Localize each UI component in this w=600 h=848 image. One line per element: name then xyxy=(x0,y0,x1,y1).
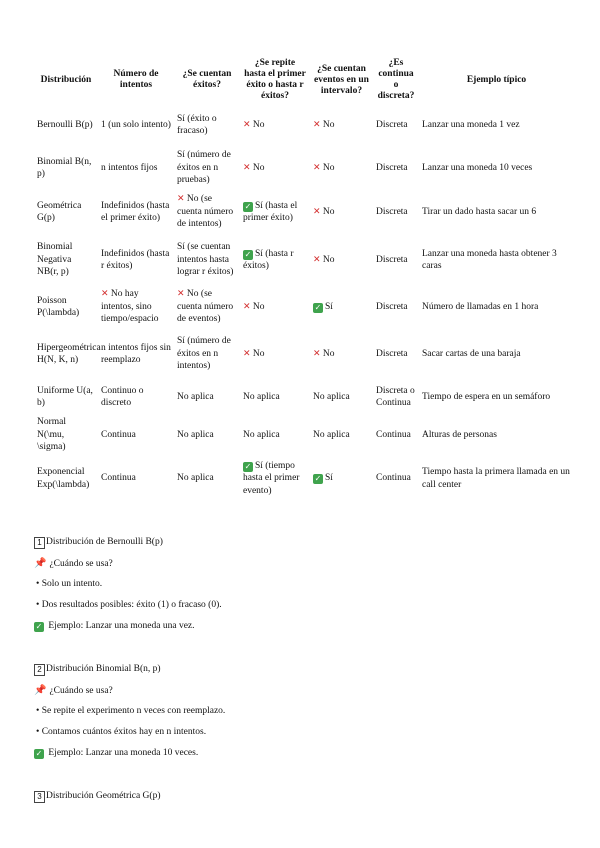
cell-repeat xyxy=(240,330,310,378)
cell-repeat xyxy=(240,454,310,504)
cross-mark-icon: ✕ xyxy=(313,254,321,265)
cell-text: No xyxy=(252,162,265,173)
cell-distribution: Binomial Negativa NB(r, p) xyxy=(37,242,73,278)
cell-repeat xyxy=(240,284,310,330)
check-mark-icon: ✓ xyxy=(314,302,322,312)
cross-mark-icon: ✕ xyxy=(313,119,321,130)
cell-text: No xyxy=(252,301,265,312)
cell-example: Lanzar una moneda 10 veces xyxy=(422,162,533,173)
cross-mark-icon: ✕ xyxy=(313,348,321,359)
section-spacer xyxy=(34,637,574,659)
cell-successes: No aplica xyxy=(177,473,214,484)
cell-text: Sí xyxy=(325,473,333,484)
cell-repeat: No aplica xyxy=(243,429,280,440)
table-row xyxy=(34,416,574,454)
cell-attempts: Indefinidos (hasta r éxitos) xyxy=(101,248,170,271)
bullet-text: Solo un intento. xyxy=(41,579,103,589)
header-distribution: Distribución xyxy=(40,74,92,85)
table-row xyxy=(34,102,574,148)
cell-repeat xyxy=(240,102,310,148)
cell-distribution: Hipergeométrica H(N, K, n) xyxy=(37,342,101,365)
cell-text: Sí (hasta r éxitos) xyxy=(243,248,294,271)
section-example xyxy=(34,743,574,764)
distribution-table xyxy=(34,58,574,504)
cell-text: No (se cuenta número de eventos) xyxy=(177,289,234,325)
cross-mark-icon: ✕ xyxy=(313,206,321,217)
cell-interval xyxy=(310,236,373,284)
check-mark-icon: ✓ xyxy=(244,461,252,471)
cell-example: Alturas de personas xyxy=(422,429,497,440)
cell-interval xyxy=(310,188,373,236)
cell-distribution: Normal N(\mu, \sigma) xyxy=(37,417,67,452)
cell-type: Continua xyxy=(376,473,411,484)
section-spacer xyxy=(34,764,574,786)
cell-interval: No aplica xyxy=(313,391,350,402)
cell-interval xyxy=(310,102,373,148)
cell-attempts: Continuo o discreto xyxy=(101,385,144,408)
question-text: ¿Cuándo se usa? xyxy=(49,559,113,569)
section-heading xyxy=(34,659,574,680)
section-title: Distribución de Bernoulli B(p) xyxy=(46,537,163,547)
section-question xyxy=(34,553,574,574)
section-heading xyxy=(34,532,574,553)
cell-attempts: n intentos fijos xyxy=(101,162,158,173)
bullet-text: Contamos cuántos éxitos hay en n intentos. xyxy=(41,727,207,737)
cell-successes: Sí (éxito o fracaso) xyxy=(177,113,217,136)
cell-interval xyxy=(310,284,373,330)
table-row xyxy=(34,330,574,378)
bullet-text: Se repite el experimento n veces con reemplazo. xyxy=(41,706,226,716)
cell-successes: Sí (número de éxitos en n pruebas) xyxy=(177,150,231,186)
bullet-icon: • xyxy=(36,706,40,716)
list-item xyxy=(34,701,574,722)
header-successes: ¿Se cuentan éxitos? xyxy=(182,69,232,90)
cell-attempts: 1 (un solo intento) xyxy=(101,119,171,130)
cell-example: Lanzar una moneda hasta obtener 3 caras xyxy=(422,248,557,271)
cross-mark-icon: ✕ xyxy=(313,162,321,173)
cell-text: Sí (tiempo hasta el primer evento) xyxy=(243,460,300,496)
cell-text: No xyxy=(252,119,265,130)
bullet-icon: • xyxy=(36,600,40,610)
table-row xyxy=(34,236,574,284)
check-mark-icon: ✓ xyxy=(244,201,252,211)
question-text: ¿Cuándo se usa? xyxy=(49,686,113,696)
header-example: Ejemplo típico xyxy=(466,74,527,85)
section-number-badge: 1 xyxy=(34,537,45,549)
cell-successes xyxy=(174,188,240,236)
cell-example: Sacar cartas de una baraja xyxy=(422,348,521,359)
cell-type: Discreta xyxy=(376,119,408,130)
cross-mark-icon: ✕ xyxy=(177,289,185,300)
header-attempts: Número de intentos xyxy=(113,69,159,90)
cell-interval xyxy=(310,148,373,188)
cell-distribution: Geométrica G(p) xyxy=(37,200,82,223)
cell-type: Discreta o Continua xyxy=(376,385,415,408)
cell-text: No xyxy=(322,348,335,359)
cell-interval xyxy=(310,454,373,504)
check-mark-icon: ✓ xyxy=(244,249,252,259)
cell-example: Lanzar una moneda 1 vez xyxy=(422,119,520,130)
table-header-row xyxy=(34,58,574,102)
pushpin-icon: 📌 xyxy=(34,685,47,696)
cross-mark-icon: ✕ xyxy=(243,348,251,359)
bullet-icon: • xyxy=(36,579,40,589)
cell-repeat: No aplica xyxy=(243,391,280,402)
cell-successes: No aplica xyxy=(177,391,214,402)
cell-distribution: Uniforme U(a, b) xyxy=(37,385,93,408)
cell-text: Sí xyxy=(325,301,333,312)
check-mark-icon: ✓ xyxy=(35,622,43,631)
cell-successes: No aplica xyxy=(177,429,214,440)
cell-attempts: n intentos fijos sin reemplazo xyxy=(101,342,171,365)
cell-attempts: Continua xyxy=(101,429,136,440)
cell-type: Continua xyxy=(376,429,411,440)
cell-distribution: Binomial B(n, p) xyxy=(37,156,92,179)
section-example xyxy=(34,616,574,637)
section-title: Distribución Binomial B(n, p) xyxy=(46,664,161,674)
cross-mark-icon: ✕ xyxy=(243,119,251,130)
table-row xyxy=(34,454,574,504)
table-row xyxy=(34,378,574,416)
cross-mark-icon: ✕ xyxy=(101,289,109,300)
cross-mark-icon: ✕ xyxy=(177,194,185,205)
bullet-icon: • xyxy=(36,727,40,737)
section-number-badge: 3 xyxy=(34,791,45,803)
table-row xyxy=(34,148,574,188)
cell-successes xyxy=(174,284,240,330)
cell-attempts: Indefinidos (hasta el primer éxito) xyxy=(101,200,170,223)
check-mark-icon: ✓ xyxy=(314,474,322,484)
header-interval: ¿Se cuentan eventos en un intervalo? xyxy=(314,63,369,96)
list-item xyxy=(34,595,574,616)
cell-repeat xyxy=(240,148,310,188)
cell-example: Tiempo de espera en un semáforo xyxy=(422,391,551,402)
cell-distribution: Exponencial Exp(\lambda) xyxy=(37,467,90,490)
list-item xyxy=(34,574,574,595)
cell-text: No xyxy=(322,162,335,173)
cell-text: Sí (hasta el primer éxito) xyxy=(243,200,298,223)
cell-successes: Sí (se cuentan intentos hasta lograr r éxitos) xyxy=(177,242,234,278)
cell-repeat xyxy=(240,188,310,236)
cell-type: Discreta xyxy=(376,206,408,217)
bullet-text: Dos resultados posibles: éxito (1) o fracaso (0). xyxy=(41,600,222,610)
table-row xyxy=(34,284,574,330)
cell-type: Discreta xyxy=(376,162,408,173)
cell-example: Tirar un dado hasta sacar un 6 xyxy=(422,206,537,217)
distribution-sections xyxy=(34,532,574,807)
cell-distribution: Poisson P(\lambda) xyxy=(37,295,80,318)
cell-example: Tiempo hasta la primera llamada en un call center xyxy=(422,467,570,490)
list-item xyxy=(34,722,574,743)
check-mark-icon: ✓ xyxy=(35,749,43,758)
cell-interval: No aplica xyxy=(313,429,350,440)
section-question xyxy=(34,680,574,701)
cell-repeat xyxy=(240,236,310,284)
cell-successes: Sí (número de éxitos en n intentos) xyxy=(177,336,231,372)
cell-type: Discreta xyxy=(376,301,408,312)
cell-text: No (se cuenta número de intentos) xyxy=(177,194,234,230)
cross-mark-icon: ✕ xyxy=(243,162,251,173)
cell-text: No xyxy=(322,254,335,265)
section-heading xyxy=(34,786,574,807)
cell-type: Discreta xyxy=(376,254,408,265)
section-number-badge: 2 xyxy=(34,664,45,676)
cell-interval xyxy=(310,330,373,378)
example-text: Ejemplo: Lanzar una moneda 10 veces. xyxy=(48,748,199,758)
cell-distribution: Bernoulli B(p) xyxy=(37,119,93,130)
cell-attempts: Continua xyxy=(101,473,136,484)
cell-attempts xyxy=(98,284,174,330)
cell-example: Número de llamadas en 1 hora xyxy=(422,301,539,312)
cell-type: Discreta xyxy=(376,348,408,359)
section-title: Distribución Geométrica G(p) xyxy=(46,791,161,801)
table-row xyxy=(34,188,574,236)
cell-text: No hay intentos, sino tiempo/espacio xyxy=(101,289,159,325)
header-type: ¿Es continua o discreta? xyxy=(377,58,415,101)
example-text: Ejemplo: Lanzar una moneda una vez. xyxy=(48,621,195,631)
pushpin-icon: 📌 xyxy=(34,558,47,569)
header-repeat: ¿Se repite hasta el primer éxito o hasta r éxitos? xyxy=(244,58,306,101)
cell-text: No xyxy=(322,119,335,130)
cell-text: No xyxy=(252,348,265,359)
cell-text: No xyxy=(322,206,335,217)
cross-mark-icon: ✕ xyxy=(243,301,251,312)
